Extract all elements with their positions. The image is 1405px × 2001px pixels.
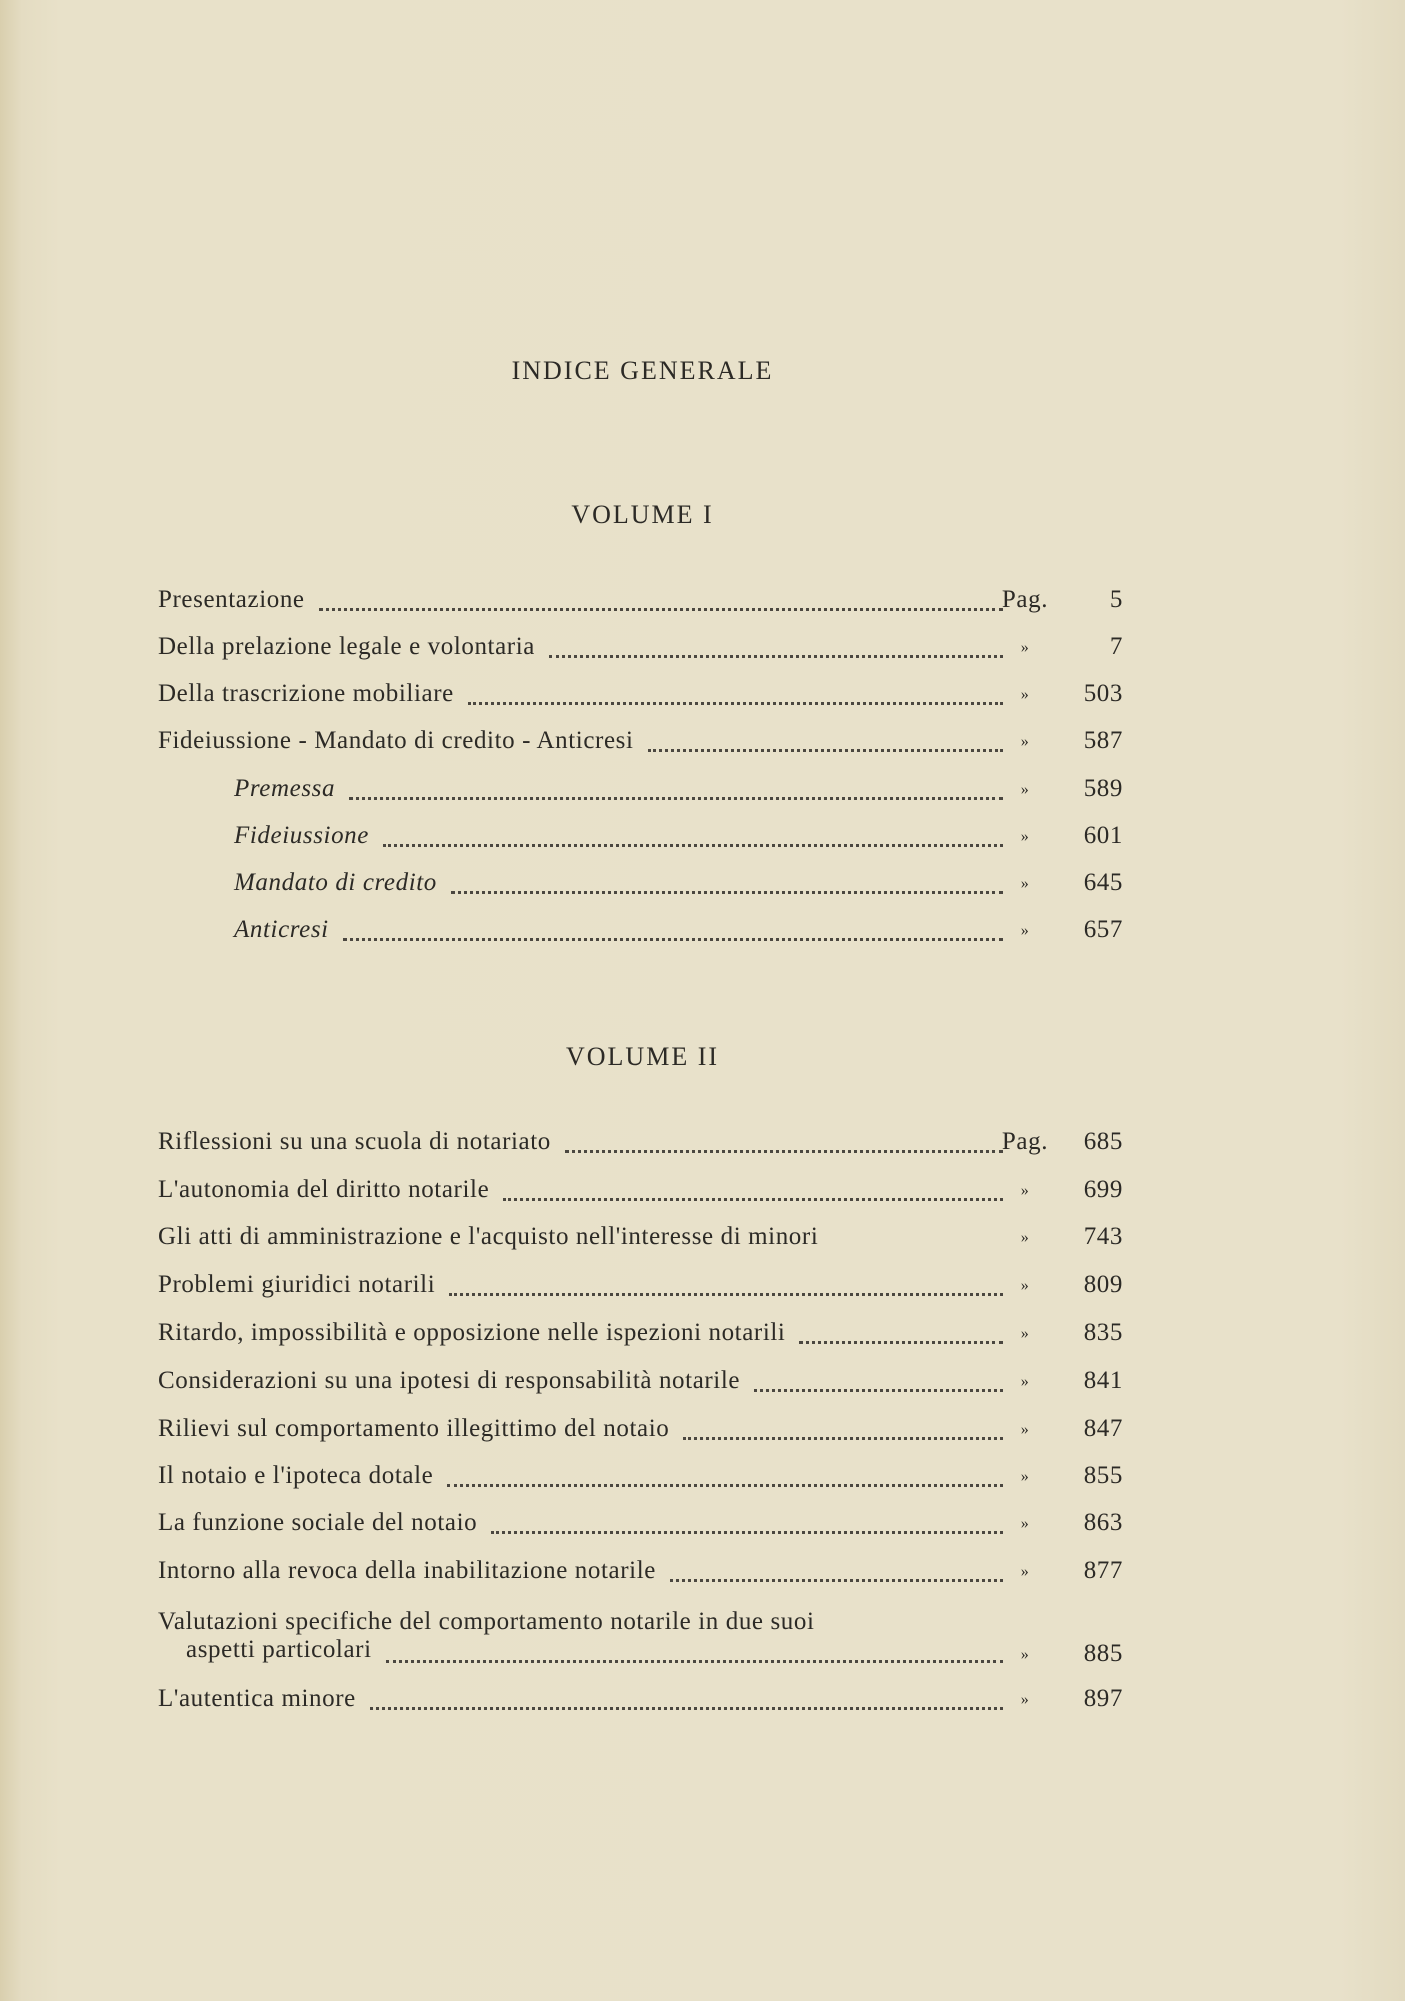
dot-leader <box>343 926 1003 941</box>
entry-title: L'autonomia del diritto notarile <box>158 1176 490 1203</box>
toc-entry <box>158 1176 1123 1216</box>
ditto-mark: » <box>1020 1646 1030 1663</box>
dot-leader <box>349 785 1003 800</box>
entry-title: Della prelazione legale e volontaria <box>158 633 535 660</box>
ditto-mark: » <box>1020 922 1030 939</box>
ditto-mark: » <box>1020 1421 1030 1438</box>
page-number: 587 <box>1083 727 1123 754</box>
toc-entry <box>158 1319 1123 1359</box>
toc-entry <box>158 1128 1123 1168</box>
dot-leader <box>447 1472 1003 1487</box>
toc-subentry <box>158 916 1123 956</box>
dot-leader <box>468 690 1003 705</box>
page-number: 7 <box>1109 633 1123 660</box>
page-number: 877 <box>1083 1557 1123 1584</box>
entry-title: Mandato di credito <box>234 869 437 896</box>
entry-title: Della trascrizione mobiliare <box>158 680 454 707</box>
dot-leader <box>754 1377 1003 1392</box>
page-number: 847 <box>1083 1415 1123 1442</box>
toc-entry <box>158 586 1123 626</box>
page-title: INDICE GENERALE <box>511 356 774 385</box>
dot-leader <box>503 1186 1003 1201</box>
page-number: 657 <box>1083 916 1123 943</box>
toc-entry <box>158 1685 1123 1725</box>
dot-leader <box>799 1329 1003 1344</box>
dot-leader <box>565 1138 1003 1153</box>
toc-entry <box>158 1608 1123 1686</box>
ditto-mark: » <box>1020 1515 1030 1532</box>
page-number: 841 <box>1083 1367 1123 1394</box>
dot-leader <box>491 1519 1003 1534</box>
entry-title: Premessa <box>234 775 336 802</box>
volume-heading: VOLUME I <box>571 500 714 529</box>
page-number: 589 <box>1083 775 1123 802</box>
entry-title-continuation: aspetti particolari <box>186 1636 372 1663</box>
dot-leader <box>449 1281 1003 1296</box>
ditto-mark: » <box>1020 1325 1030 1342</box>
ditto-mark: » <box>1020 1277 1030 1294</box>
dot-leader <box>549 643 1003 658</box>
entry-title: L'autentica minore <box>158 1685 356 1712</box>
ditto-mark: » <box>1020 686 1030 703</box>
entry-title: Intorno alla revoca della inabilitazione notarile <box>158 1557 656 1584</box>
ditto-mark: » <box>1020 1182 1030 1199</box>
toc-subentry <box>158 869 1123 909</box>
toc-subentry <box>158 822 1123 862</box>
toc-entry <box>158 1509 1123 1549</box>
volume-heading: VOLUME II <box>565 1042 720 1071</box>
toc-entry <box>158 1271 1123 1311</box>
dot-leader <box>648 737 1003 752</box>
toc-entry <box>158 680 1123 720</box>
entry-title: Anticresi <box>234 916 329 943</box>
toc-entry <box>158 1415 1123 1455</box>
entry-title: Considerazioni su una ipotesi di responsabilità notarile <box>158 1367 741 1394</box>
entry-title: Il notaio e l'ipoteca dotale <box>158 1462 434 1489</box>
toc-entry <box>158 1557 1123 1597</box>
page-number: 809 <box>1083 1271 1123 1298</box>
page-number: 5 <box>1109 586 1123 613</box>
toc-entry <box>158 1223 1123 1263</box>
page-number: 645 <box>1083 869 1123 896</box>
entry-title: Fideiussione <box>234 822 369 849</box>
dot-leader <box>451 879 1003 894</box>
page-marker: Pag. <box>1001 586 1049 613</box>
page-number: 503 <box>1083 680 1123 707</box>
page-number: 897 <box>1083 1685 1123 1712</box>
ditto-mark: » <box>1020 1468 1030 1485</box>
dot-leader <box>383 832 1003 847</box>
dot-leader <box>670 1567 1003 1582</box>
entry-title: Problemi giuridici notarili <box>158 1271 436 1298</box>
page-number: 885 <box>1083 1640 1123 1667</box>
ditto-mark: » <box>1020 1373 1030 1390</box>
page-number: 863 <box>1083 1509 1123 1536</box>
ditto-mark: » <box>1020 1691 1030 1708</box>
ditto-mark: » <box>1020 828 1030 845</box>
dot-leader <box>319 596 1003 611</box>
ditto-mark: » <box>1020 1229 1030 1246</box>
toc-entry <box>158 633 1123 673</box>
dot-leader <box>683 1425 1003 1440</box>
ditto-mark: » <box>1020 875 1030 892</box>
page-number: 685 <box>1083 1128 1123 1155</box>
dot-leader <box>386 1648 1003 1663</box>
entry-title: La funzione sociale del notaio <box>158 1509 478 1536</box>
entry-title: Fideiussione - Mandato di credito - Anticresi <box>158 727 634 754</box>
page-marker: Pag. <box>1001 1128 1049 1155</box>
page-number: 743 <box>1083 1223 1123 1250</box>
entry-title: Valutazioni specifiche del comportamento notarile in due suoi <box>158 1608 815 1635</box>
toc-subentry <box>158 775 1123 815</box>
entry-title: Presentazione <box>158 586 305 613</box>
toc-entry <box>158 727 1123 767</box>
entry-title: Gli atti di amministrazione e l'acquisto nell'interesse di minori <box>158 1223 819 1250</box>
ditto-mark: » <box>1020 639 1030 656</box>
ditto-mark: » <box>1020 1563 1030 1580</box>
toc-entry <box>158 1462 1123 1502</box>
toc-entry <box>158 1367 1123 1407</box>
page-number: 855 <box>1083 1462 1123 1489</box>
page-number: 699 <box>1083 1176 1123 1203</box>
entry-title: Ritardo, impossibilità e opposizione nelle ispezioni notarili <box>158 1319 786 1346</box>
entry-title: Rilievi sul comportamento illegittimo del notaio <box>158 1415 670 1442</box>
ditto-mark: » <box>1020 781 1030 798</box>
page-number: 601 <box>1083 822 1123 849</box>
ditto-mark: » <box>1020 733 1030 750</box>
dot-leader <box>370 1695 1003 1710</box>
page-number: 835 <box>1083 1319 1123 1346</box>
entry-title: Riflessioni su una scuola di notariato <box>158 1128 551 1155</box>
